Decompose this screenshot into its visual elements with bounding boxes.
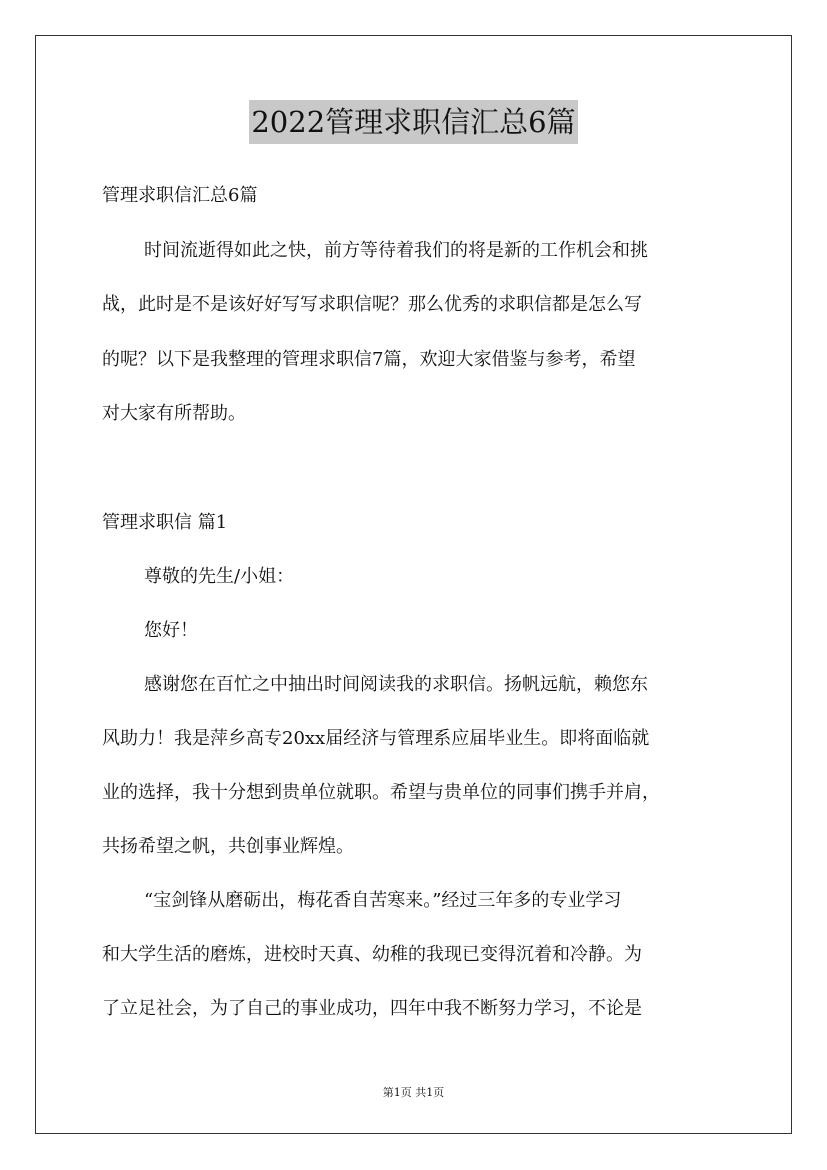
body-line: 风助力！我是萍乡高专20xx届经济与管理系应届毕业生。即将面临就 [102,728,650,749]
intro-line: 战，此时是不是该好好写写求职信呢？那么优秀的求职信都是怎么写 [102,294,642,315]
page-footer: 第1页 共1页 [382,1086,445,1099]
body-line: 和大学生活的磨炼，进校时天真、幼稚的我现已变得沉着和冷静。为 [102,944,642,965]
body-line: 共扬希望之帆，共创事业辉煌。 [102,836,354,857]
intro-line: 时间流逝得如此之快，前方等待着我们的将是新的工作机会和挑 [144,240,648,261]
title-container [0,100,827,144]
intro-line: 对大家有所帮助。 [102,403,246,424]
document-title: 2022管理求职信汇总6篇 [249,100,577,144]
document-subtitle: 管理求职信汇总6篇 [102,185,258,206]
salutation: 尊敬的先生/小姐： [144,566,295,587]
body-line: “宝剑锋从磨砺出，梅花香自苦寒来。”经过三年多的专业学习 [144,890,622,911]
greeting: 您好！ [144,620,198,641]
body-line: 业的选择，我十分想到贵单位就职。希望与贵单位的同事们携手并肩， [102,782,660,803]
section-heading: 管理求职信 篇1 [102,512,228,533]
intro-line: 的呢？以下是我整理的管理求职信7篇，欢迎大家借鉴与参考，希望 [102,349,636,370]
body-line: 感谢您在百忙之中抽出时间阅读我的求职信。扬帆远航，赖您东 [144,674,648,695]
body-line: 了立足社会，为了自己的事业成功，四年中我不断努力学习，不论是 [102,998,642,1019]
